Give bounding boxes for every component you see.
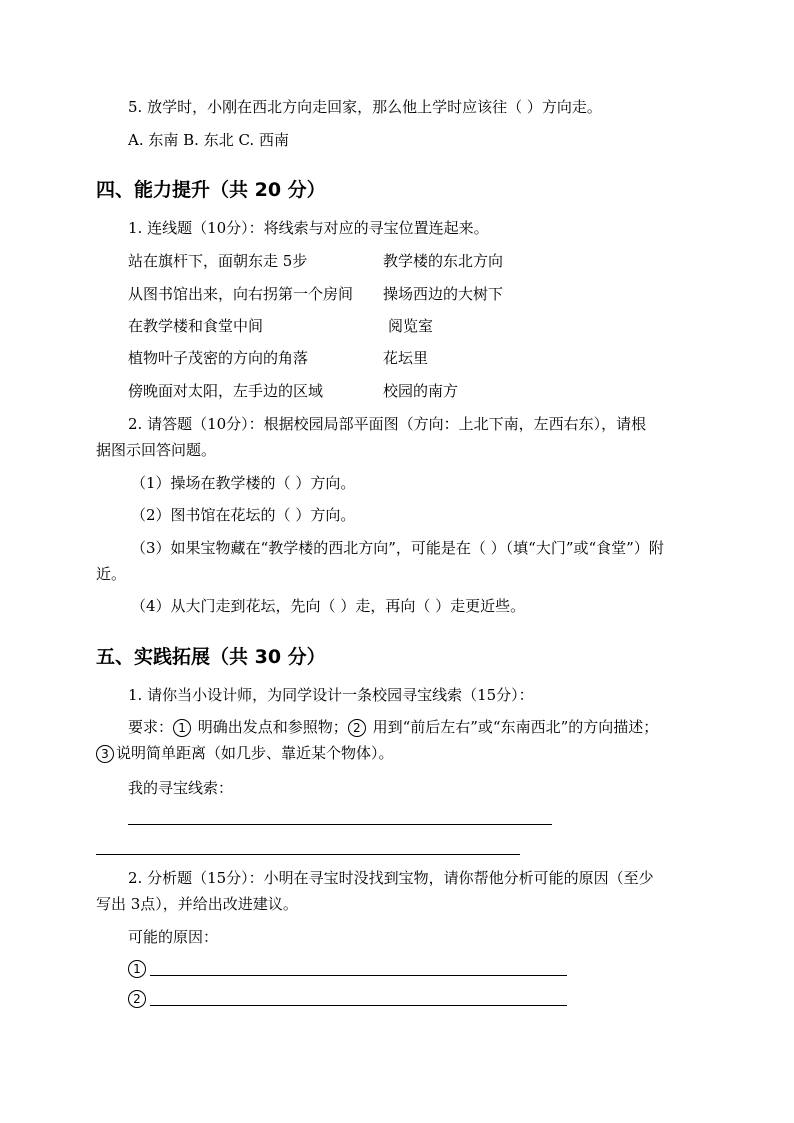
answer-line[interactable] (128, 824, 552, 825)
location-item: 花坛里 (383, 349, 429, 367)
requirements-prefix: 要求： (128, 718, 174, 736)
reason-1-marker (128, 958, 148, 978)
section-5-q2-line2: 写出 3点），并给出改进建议。 (96, 895, 298, 913)
circled-number-2: 2 (348, 719, 366, 737)
section-4-q1-title: 1. 连线题（10分）：将线索与对应的寻宝位置连起来。 (128, 219, 489, 237)
reason-2-marker (128, 988, 148, 1008)
requirements-line1 (128, 717, 658, 737)
section-5-q2-line1: 2. 分析题（15分）：小明在寻宝时没找到宝物，请你帮他分析可能的原因（至少 (128, 869, 654, 887)
section-4-heading: 四、能力提升（共 20 分） (96, 179, 326, 201)
reason-2-answer-line[interactable] (150, 1005, 567, 1006)
answer-line[interactable] (96, 854, 520, 855)
sub-question-4: （4）从大门走到花坛，先向（ ）走，再向（ ）走更近些。 (131, 597, 526, 615)
requirement-2: 用到“前后左右”或“东南西北”的方向描述； (372, 718, 659, 736)
requirement-1: 明确出发点和参照物； (197, 718, 348, 736)
sub-question-3-line2: 近。 (96, 565, 127, 583)
reasons-label: 可能的原因： (128, 928, 219, 946)
section-4-q2-line2: 据图示回答问题。 (96, 441, 217, 459)
requirement-3: 说明简单距离（如几步、靠近某个物体）。 (116, 744, 394, 762)
circled-number-1: 1 (128, 960, 146, 978)
section-5-heading: 五、实践拓展（共 30 分） (96, 646, 326, 668)
sub-question-3-line1: （3）如果宝物藏在“教学楼的西北方向”，可能是在（ ）（填“大门”或“食堂”）附 (131, 539, 664, 557)
sub-question-2: （2）图书馆在花坛的（ ）方向。 (131, 506, 356, 524)
clue-item: 站在旗杆下，面朝东走 5步 (128, 252, 308, 270)
clue-item: 傍晚面对太阳，左手边的区域 (128, 382, 324, 400)
question-5-options: A. 东南 B. 东北 C. 西南 (128, 131, 289, 149)
clue-item: 植物叶子茂密的方向的角落 (128, 349, 309, 367)
location-item: 阅览室 (388, 317, 434, 335)
section-4-q2-line1: 2. 请答题（10分）：根据校园局部平面图（方向：上北下南，左西右东），请根 (128, 415, 647, 433)
clue-item: 从图书馆出来，向右拐第一个房间 (128, 285, 354, 303)
circled-number-2: 2 (128, 990, 146, 1008)
section-5-q1-title: 1. 请你当小设计师，为同学设计一条校园寻宝线索（15分）： (128, 686, 534, 704)
requirements-line2 (96, 743, 394, 763)
circled-number-1: 1 (173, 719, 191, 737)
location-item: 操场西边的大树下 (383, 285, 504, 303)
circled-number-3: 3 (96, 745, 114, 763)
question-5-text: 5. 放学时，小刚在西北方向走回家，那么他上学时应该往（ ）方向走。 (128, 98, 602, 116)
my-clue-label: 我的寻宝线索： (128, 779, 234, 797)
location-item: 教学楼的东北方向 (383, 252, 504, 270)
location-item: 校园的南方 (383, 382, 459, 400)
sub-question-1: （1）操场在教学楼的（ ）方向。 (131, 474, 356, 492)
reason-1-answer-line[interactable] (150, 975, 567, 976)
clue-item: 在教学楼和食堂中间 (128, 317, 264, 335)
